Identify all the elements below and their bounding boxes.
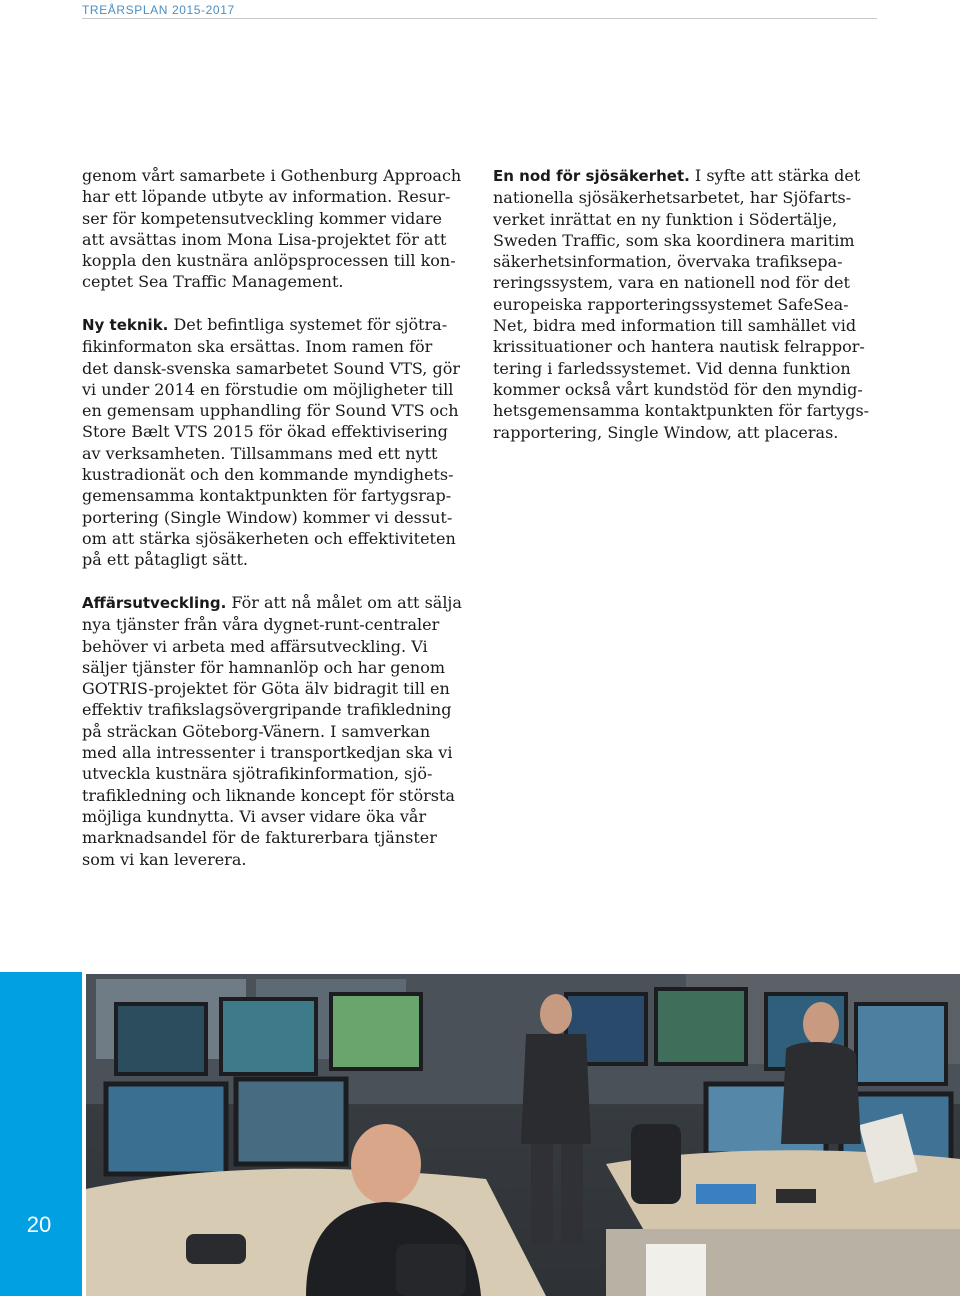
text-line: Net, bidra med information till samhället vid — [493, 316, 857, 336]
text-line: koppla den kustnära anlöpsprocessen till kon- — [82, 251, 456, 271]
text-line: gemensamma kontaktpunkten för fartygsrap- — [82, 486, 452, 506]
text-line: GOTRIS-projektet för Göta älv bidragit till en — [82, 679, 450, 699]
header-rule — [82, 18, 877, 19]
text-line: av verksamheten. Tillsammans med ett nytt — [82, 443, 438, 463]
paragraph-nod-for-sjosakerhet — [493, 165, 869, 443]
text-line: på sträckan Göteborg-Vänern. I samverkan — [82, 721, 431, 741]
page-number: 20 — [26, 1212, 52, 1237]
page-side-band — [0, 972, 82, 1296]
text-line: europeiska rapporteringssystemet SafeSea- — [493, 294, 849, 314]
text-line — [82, 592, 462, 614]
text-line: vi under 2014 en förstudie om möjligheter till — [82, 379, 454, 399]
text-line: Store Bælt VTS 2015 för ökad effektivisering — [82, 422, 448, 442]
text-line: krissituationer och hantera nautisk felrappor- — [493, 337, 865, 357]
text-line: marknadsandel för de fakturerbara tjänster — [82, 828, 437, 848]
text-line: fikinformaton ska ersättas. Inom ramen för — [82, 337, 433, 357]
text-span: I syfte att stärka det — [689, 166, 861, 185]
text-span: För att nå målet om att sälja — [226, 593, 462, 612]
text-line: nya tjänster från våra dygnet-runt-centraler — [82, 615, 440, 635]
text-line: med alla intressenter i transportkedjan ska vi — [82, 743, 453, 763]
text-line: en gemensam upphandling för Sound VTS och — [82, 401, 459, 421]
text-line: tering i farledssystemet. Vid denna funktion — [493, 358, 851, 378]
running-header: TREÅRSPLAN 2015-2017 — [82, 3, 235, 17]
paragraph-lead: Ny teknik. — [82, 316, 169, 334]
text-line: kustradionät och den kommande myndighets- — [82, 465, 454, 485]
text-line: Sweden Traffic, som ska koordinera maritim — [493, 230, 855, 250]
text-line: det dansk-svenska samarbetet Sound VTS, gör — [82, 358, 460, 378]
text-line: rapportering, Single Window, att placeras. — [493, 422, 839, 442]
text-span: Det befintliga systemet för sjötra- — [168, 315, 448, 334]
paragraph-gothenburg-approach — [82, 165, 461, 293]
text-line: på ett påtagligt sätt. — [82, 550, 248, 570]
text-line — [493, 165, 869, 187]
text-line — [82, 314, 460, 336]
text-line: effektiv trafikslagsövergripande trafikledning — [82, 700, 452, 720]
text-line: att avsättas inom Mona Lisa-projektet för att — [82, 229, 447, 249]
text-line: säljer tjänster för hamnanlöp och har genom — [82, 657, 446, 677]
paragraph-ny-teknik — [82, 314, 460, 571]
text-line: genom vårt samarbete i Gothenburg Approach — [82, 166, 462, 185]
text-line: ser för kompetensutveckling kommer vidare — [82, 208, 443, 228]
text-line: hetsgemensamma kontaktpunkten för fartygs- — [493, 401, 870, 421]
control-room-illustration — [86, 974, 960, 1296]
text-line: verket inrättat en ny funktion i Södertälje, — [493, 209, 838, 229]
paragraph-lead: En nod för sjösäkerhet. — [493, 167, 690, 185]
text-line: trafikledning och liknande koncept för största — [82, 785, 455, 805]
text-line: säkerhetsinformation, övervaka trafiksepa- — [493, 252, 843, 272]
text-line: utveckla kustnära sjötrafikinformation, sjö- — [82, 764, 433, 784]
text-line: behöver vi arbeta med affärsutveckling. Vi — [82, 636, 428, 656]
paragraph-lead: Affärsutveckling. — [82, 594, 227, 612]
text-line: portering (Single Window) kommer vi dessut- — [82, 507, 453, 527]
text-line: nationella sjösäkerhetsarbetet, har Sjöfarts- — [493, 188, 852, 208]
control-room-photo — [86, 974, 960, 1296]
text-line: om att stärka sjösäkerheten och effektiviteten — [82, 528, 456, 548]
text-line: möjliga kundnytta. Vi avser vidare öka vår — [82, 806, 427, 826]
text-line: som vi kan leverera. — [82, 849, 247, 869]
text-line: reringssystem, vara en nationell nod för det — [493, 273, 850, 293]
text-line: har ett löpande utbyte av information. Resur- — [82, 187, 451, 207]
text-line: ceptet Sea Traffic Management. — [82, 272, 344, 292]
paragraph-affarsutveckling — [82, 592, 462, 870]
text-line: kommer också vårt kundstöd för den myndig- — [493, 379, 863, 399]
